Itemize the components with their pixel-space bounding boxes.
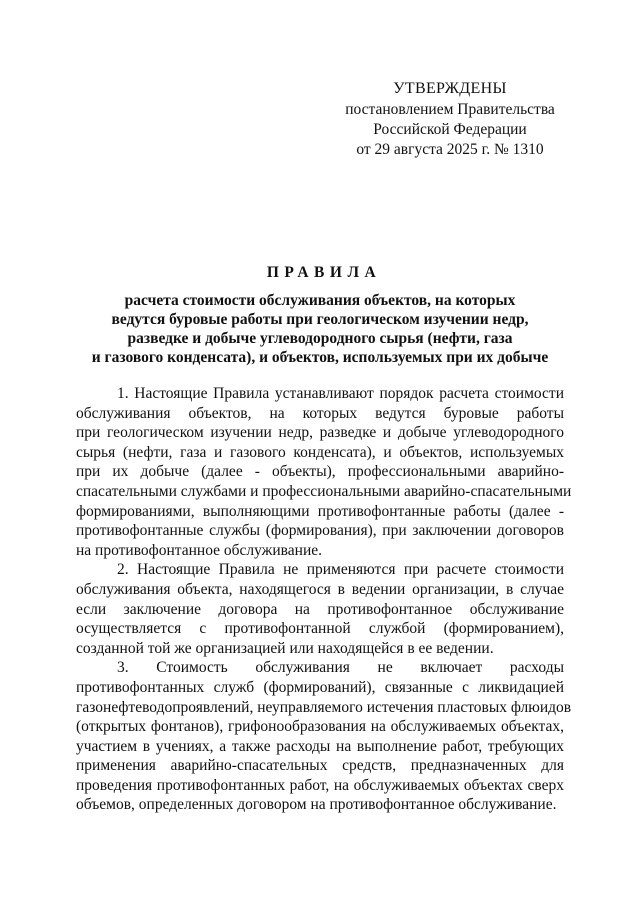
paragraph-line: применения аварийно-спасательных средств, предназначенных для [76,757,564,775]
paragraph-line: объемов, определенных договором на противофонтанное обслуживание. [76,796,557,814]
paragraph-line: 2. Настоящие Правила не применяются при расчете стоимости [117,561,564,579]
document-title: ПРАВИЛА [266,264,382,281]
paragraph-line: противофонтанных служб (формирований), связанные с ликвидацией [76,678,564,696]
subtitle-line: ведутся буровые работы при геологическом изучении недр, [111,311,529,328]
paragraph-line: обслуживания объекта, находящегося в ведении организации, в случае [76,580,564,598]
paragraph-line: спасательными службами и профессиональными аварийно-спасательными [76,482,572,500]
paragraph-line: участием в учениях, а также расходы на выполнение работ, требующих [76,737,564,755]
paragraph-line: противофонтанные службы (формирования), при заключении договоров [76,522,564,540]
approval-heading: УТВЕРЖДЕНЫ [393,80,507,97]
subtitle-line: разведке и добыче углеводородного сырья (нефти, газа [127,330,513,347]
paragraph-line: при их добыче (далее - объекты), профессиональными аварийно- [76,463,564,481]
paragraph-line: (открытых фонтанов), грифонообразования на обслуживаемых объектах, [76,718,564,736]
paragraph-1 [76,384,572,560]
paragraph-line: сырья (нефти, газа и газового конденсата), и объектов, используемых [76,443,564,461]
paragraph-3 [76,658,572,815]
approval-date-line: от 29 августа 2025 г. № 1310 [356,141,544,158]
paragraph-line: проведения противофонтанных работ, на обслуживаемых объектах сверх [76,776,564,794]
paragraph-line: обслуживания объектов, на которых ведутся буровые работы [76,404,564,422]
paragraph-line: 3. Стоимость обслуживания не включает расходы [117,659,564,677]
subtitle-line: и газового конденсата), и объектов, используемых при их добыче [91,349,549,366]
paragraph-line: если заключение договора на противофонтанное обслуживание [76,600,564,618]
paragraph-2 [76,560,564,658]
document-subtitle [60,291,580,367]
paragraph-line: созданной той же организацией или находящейся в ее ведении. [76,639,494,657]
approval-line: постановлением Правительства [345,101,555,118]
paragraph-line: формированиями, выполняющими противофонтанные работы (далее - [76,502,564,520]
paragraph-line: газонефтеводопроявлений, неуправляемого истечения пластовых флюидов [76,698,572,716]
paragraph-line: при геологическом изучении недр, разведке и добыче углеводородного [76,424,564,442]
document-body [76,384,572,815]
approval-stamp [300,79,600,160]
paragraph-line: 1. Настоящие Правила устанавливают порядок расчета стоимости [117,385,564,402]
approval-line: Российской Федерации [373,121,527,138]
paragraph-line: осуществляется с противофонтанной службой (формированием), [76,620,564,638]
paragraph-line: на противофонтанное обслуживание. [76,541,323,559]
subtitle-line: расчета стоимости обслуживания объектов, на которых [124,292,516,309]
